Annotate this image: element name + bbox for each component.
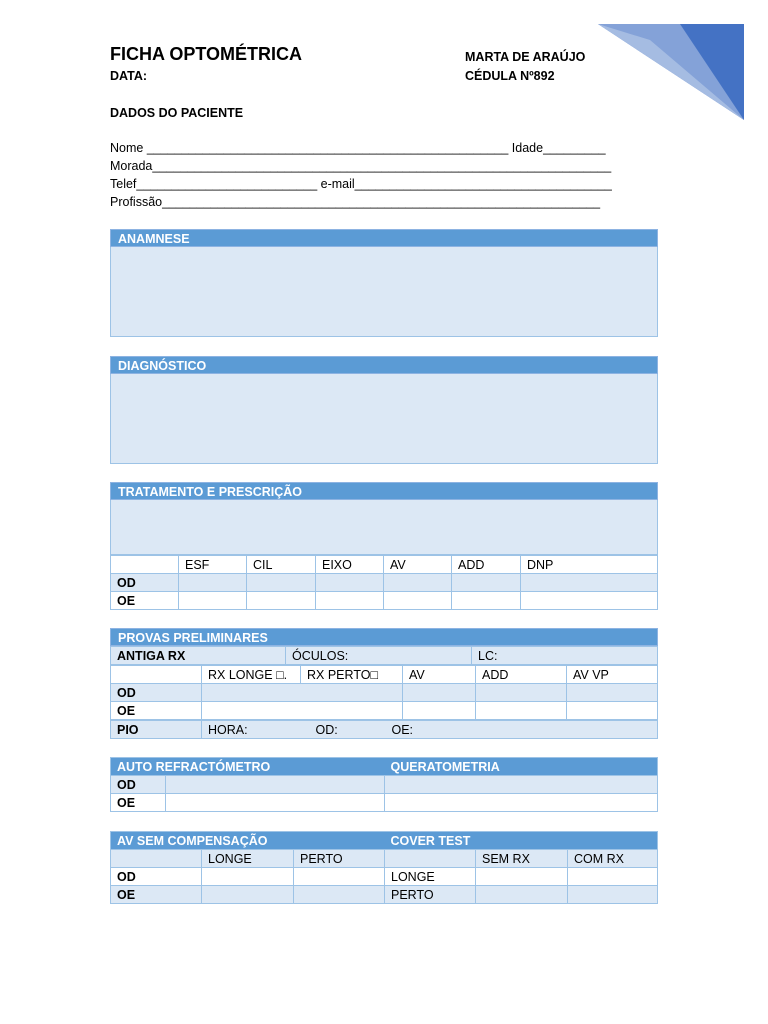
input-cell[interactable] — [202, 886, 294, 904]
hora-label[interactable]: HORA: — [202, 721, 310, 739]
anamnese-textarea[interactable] — [110, 247, 658, 337]
input-cell[interactable] — [568, 868, 658, 886]
header-cell — [111, 850, 202, 868]
diagnostico-title: DIAGNÓSTICO — [110, 356, 658, 374]
tratamento-textarea[interactable] — [110, 500, 658, 555]
pio-oe-label[interactable]: OE: — [386, 721, 658, 739]
header-cell: LONGE — [202, 850, 294, 868]
corner-decoration — [590, 20, 750, 130]
input-cell[interactable] — [294, 868, 385, 886]
row-label: OE — [111, 592, 179, 610]
practitioner-name: MARTA DE ARAÚJO — [465, 50, 586, 64]
row-label: OE — [111, 886, 202, 904]
row-label: OD — [111, 868, 202, 886]
name-age-field[interactable]: Nome ____________________________________________________ Idade_________ — [110, 141, 606, 155]
input-cell[interactable] — [476, 886, 568, 904]
pio-label: PIO — [111, 721, 202, 739]
pio-od-label[interactable]: OD: — [310, 721, 386, 739]
table-header-row — [111, 832, 658, 850]
table-header-row — [111, 850, 658, 868]
row-label: OE — [111, 702, 202, 720]
header-cell: AV VP — [567, 666, 658, 684]
oculos-label[interactable]: ÓCULOS: — [286, 647, 472, 665]
provas-table — [110, 665, 658, 720]
header-cell: ESF — [179, 556, 247, 574]
table-row — [111, 702, 658, 720]
diagnostico-section — [110, 356, 658, 464]
input-cell[interactable] — [202, 684, 403, 702]
input-cell[interactable] — [452, 592, 521, 610]
tratamento-title: TRATAMENTO E PRESCRIÇÃO — [110, 482, 658, 500]
lc-label[interactable]: LC: — [472, 647, 658, 665]
input-cell[interactable] — [403, 684, 476, 702]
auto-ref-section — [110, 757, 658, 812]
table-row — [111, 721, 658, 739]
input-cell[interactable] — [476, 684, 567, 702]
input-cell[interactable] — [166, 794, 385, 812]
row-label: OE — [111, 794, 166, 812]
header-cell: COM RX — [568, 850, 658, 868]
input-cell[interactable] — [294, 886, 385, 904]
profession-field[interactable]: Profissão_______________________________________________________________ — [110, 195, 601, 209]
av-sem-title: AV SEM COMPENSAÇÃO — [111, 832, 385, 850]
input-cell[interactable] — [202, 702, 403, 720]
input-cell[interactable] — [476, 868, 568, 886]
av-sem-section — [110, 831, 658, 904]
row-label: OD — [111, 684, 202, 702]
input-cell[interactable] — [166, 776, 385, 794]
input-cell[interactable] — [384, 574, 452, 592]
header-cell: AV — [384, 556, 452, 574]
tratamento-section — [110, 482, 658, 610]
input-cell[interactable] — [385, 776, 658, 794]
header-cell: CIL — [247, 556, 316, 574]
diagnostico-textarea[interactable] — [110, 374, 658, 464]
pio-table — [110, 720, 658, 739]
header-cell: EIXO — [316, 556, 384, 574]
cover-test-title: COVER TEST — [385, 832, 658, 850]
table-header-row — [111, 758, 658, 776]
auto-ref-title: AUTO REFRACTÓMETRO — [111, 758, 385, 776]
anamnese-title: ANAMNESE — [110, 229, 658, 247]
provas-title: PROVAS PRELIMINARES — [110, 628, 658, 646]
input-cell[interactable] — [567, 684, 658, 702]
input-cell[interactable] — [521, 574, 658, 592]
antiga-rx-label: ANTIGA RX — [111, 647, 286, 665]
table-header-row — [111, 666, 658, 684]
header-cell[interactable]: RX LONGE □. — [202, 666, 301, 684]
patient-section-title: DADOS DO PACIENTE — [110, 106, 244, 120]
table-row — [111, 592, 658, 610]
provas-section — [110, 628, 658, 739]
antiga-rx-table — [110, 646, 658, 665]
input-cell[interactable] — [247, 574, 316, 592]
cover-row-label: PERTO — [385, 886, 476, 904]
av-sem-table — [110, 831, 658, 904]
header-cell[interactable]: RX PERTO□ — [301, 666, 403, 684]
anamnese-section — [110, 229, 658, 337]
table-row — [111, 868, 658, 886]
input-cell[interactable] — [403, 702, 476, 720]
table-row — [111, 794, 658, 812]
header-cell: ADD — [452, 556, 521, 574]
input-cell[interactable] — [568, 886, 658, 904]
document-title: FICHA OPTOMÉTRICA — [110, 44, 302, 64]
header-cell: AV — [403, 666, 476, 684]
input-cell[interactable] — [476, 702, 567, 720]
queratometria-title: QUERATOMETRIA — [385, 758, 658, 776]
table-row — [111, 574, 658, 592]
tratamento-table — [110, 555, 658, 610]
phone-email-field[interactable]: Telef__________________________ e-mail_____________________________________ — [110, 177, 612, 191]
input-cell[interactable] — [316, 574, 384, 592]
row-label: OD — [111, 776, 166, 794]
input-cell[interactable] — [385, 794, 658, 812]
input-cell[interactable] — [567, 702, 658, 720]
input-cell[interactable] — [179, 574, 247, 592]
cover-row-label: LONGE — [385, 868, 476, 886]
input-cell[interactable] — [247, 592, 316, 610]
table-row — [111, 886, 658, 904]
date-label: DATA: — [110, 69, 148, 83]
input-cell[interactable] — [316, 592, 384, 610]
header-cell: ADD — [476, 666, 567, 684]
auto-ref-table — [110, 757, 658, 812]
header-cell: PERTO — [294, 850, 385, 868]
header-cell: SEM RX — [476, 850, 568, 868]
input-cell[interactable] — [384, 592, 452, 610]
table-row — [111, 647, 658, 665]
address-field[interactable]: Morada__________________________________________________________________ — [110, 159, 612, 173]
row-label: OD — [111, 574, 179, 592]
header-cell — [111, 666, 202, 684]
header-cell — [385, 850, 476, 868]
input-cell[interactable] — [179, 592, 247, 610]
table-row — [111, 684, 658, 702]
input-cell[interactable] — [202, 868, 294, 886]
input-cell[interactable] — [521, 592, 658, 610]
header-cell: DNP — [521, 556, 658, 574]
table-row — [111, 776, 658, 794]
input-cell[interactable] — [452, 574, 521, 592]
table-header-row — [111, 556, 658, 574]
license-number: CÉDULA Nº892 — [465, 69, 555, 83]
header-cell — [111, 556, 179, 574]
